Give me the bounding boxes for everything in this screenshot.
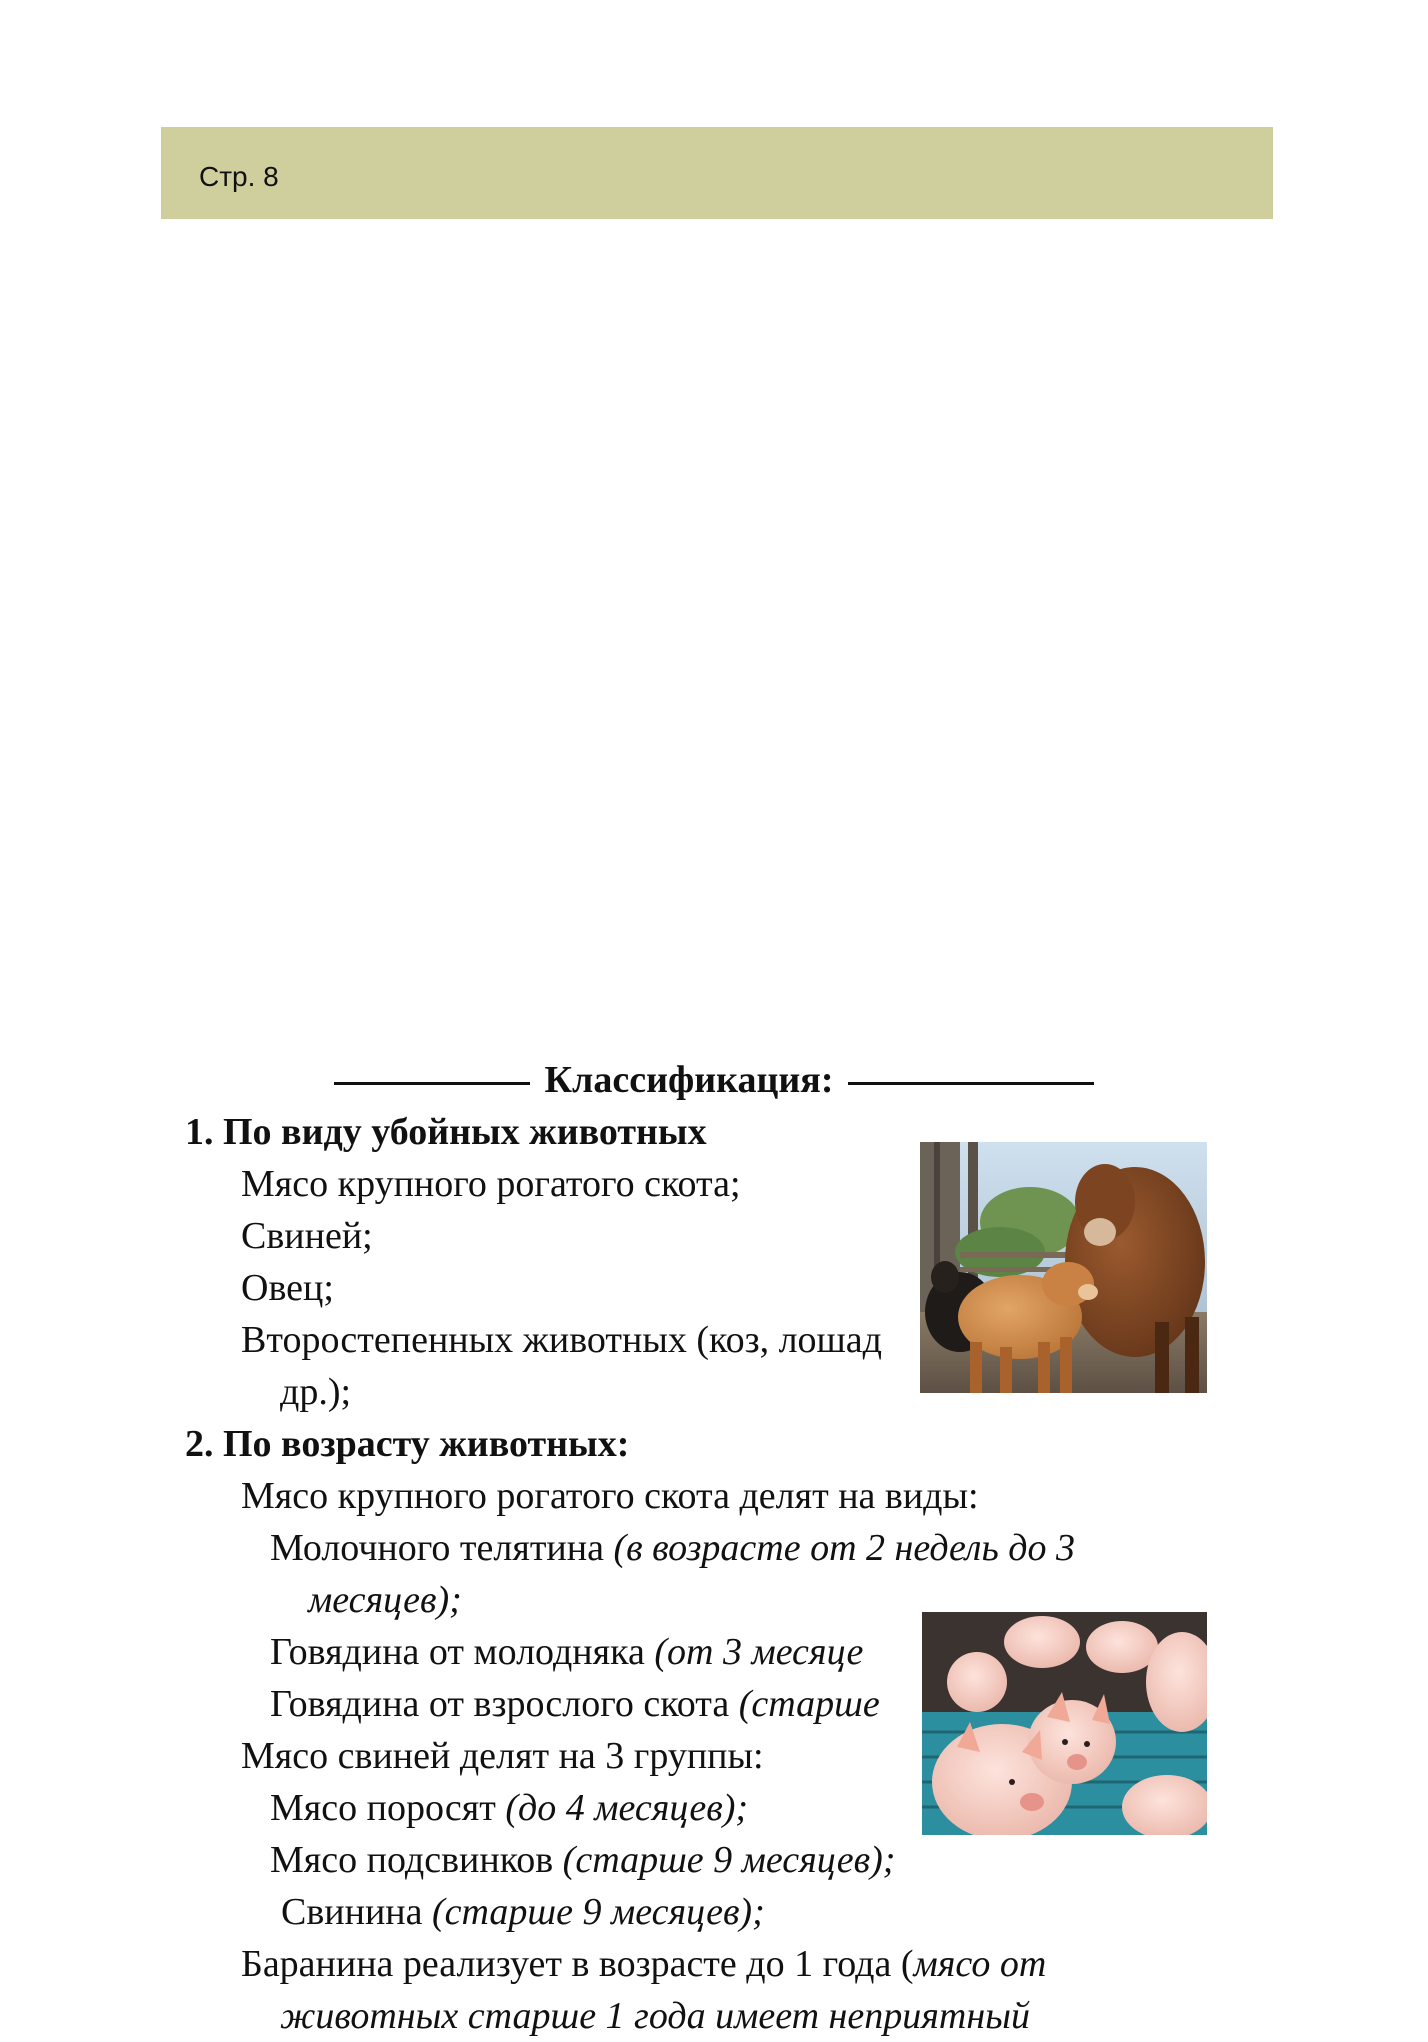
piglets-photo bbox=[922, 1612, 1207, 1835]
list-item-continuation: др.); bbox=[280, 1371, 352, 1413]
list-item bbox=[281, 1886, 765, 1938]
cow-calf-photo bbox=[920, 1142, 1207, 1393]
item-main: Мясо подсвинков bbox=[270, 1839, 563, 1881]
list-item bbox=[270, 1678, 880, 1730]
item-main: Баранина реализует в возрасте до 1 года ( bbox=[241, 1943, 914, 1985]
section-1-title: 1. По виду убойных животных bbox=[185, 1111, 707, 1153]
heading-left-rule bbox=[334, 1082, 530, 1085]
item-main: Говядина от взрослого скота bbox=[270, 1683, 739, 1725]
item-note: (старше 9 месяцев); bbox=[432, 1891, 765, 1933]
list-item bbox=[270, 1834, 895, 1886]
item-main: Свинина bbox=[281, 1891, 432, 1933]
heading-right-rule bbox=[848, 1082, 1094, 1085]
list-item-continuation: месяцев); bbox=[308, 1579, 462, 1621]
item-note: (от 3 месяце bbox=[654, 1631, 864, 1673]
list-item: Мясо свиней делят на 3 группы: bbox=[241, 1735, 764, 1777]
item-note: (до 4 месяцев); bbox=[505, 1787, 749, 1829]
list-item: Свиней; bbox=[241, 1215, 373, 1257]
list-item-continuation: животных старше 1 года имеет неприятный bbox=[280, 1995, 1030, 2037]
page-header-bar bbox=[161, 127, 1273, 219]
item-note: мясо от bbox=[913, 1943, 1047, 1985]
item-main: Говядина от молодняка bbox=[270, 1631, 655, 1673]
list-item bbox=[270, 1626, 863, 1678]
item-main: Молочного телятина bbox=[270, 1527, 614, 1569]
section-2-title: 2. По возрасту животных: bbox=[185, 1423, 630, 1465]
list-item: Мясо крупного рогатого скота; bbox=[241, 1163, 741, 1205]
list-item bbox=[241, 1938, 1046, 1990]
item-note: (старше bbox=[738, 1683, 880, 1725]
list-item bbox=[270, 1782, 748, 1834]
list-item: Овец; bbox=[241, 1267, 334, 1309]
item-main: Мясо поросят bbox=[270, 1787, 506, 1829]
page-number: Стр. 8 bbox=[199, 161, 279, 192]
item-note: (в возрасте от 2 недель до 3 bbox=[613, 1527, 1076, 1569]
item-note: (старше 9 месяцев); bbox=[562, 1839, 896, 1881]
heading-text: Классификация: bbox=[544, 1059, 834, 1101]
list-item bbox=[270, 1522, 1075, 1574]
list-item: Второстепенных животных (коз, лошад bbox=[241, 1319, 883, 1361]
list-item: Мясо крупного рогатого скота делят на виды: bbox=[241, 1475, 979, 1517]
classification-heading bbox=[0, 1054, 1428, 1106]
